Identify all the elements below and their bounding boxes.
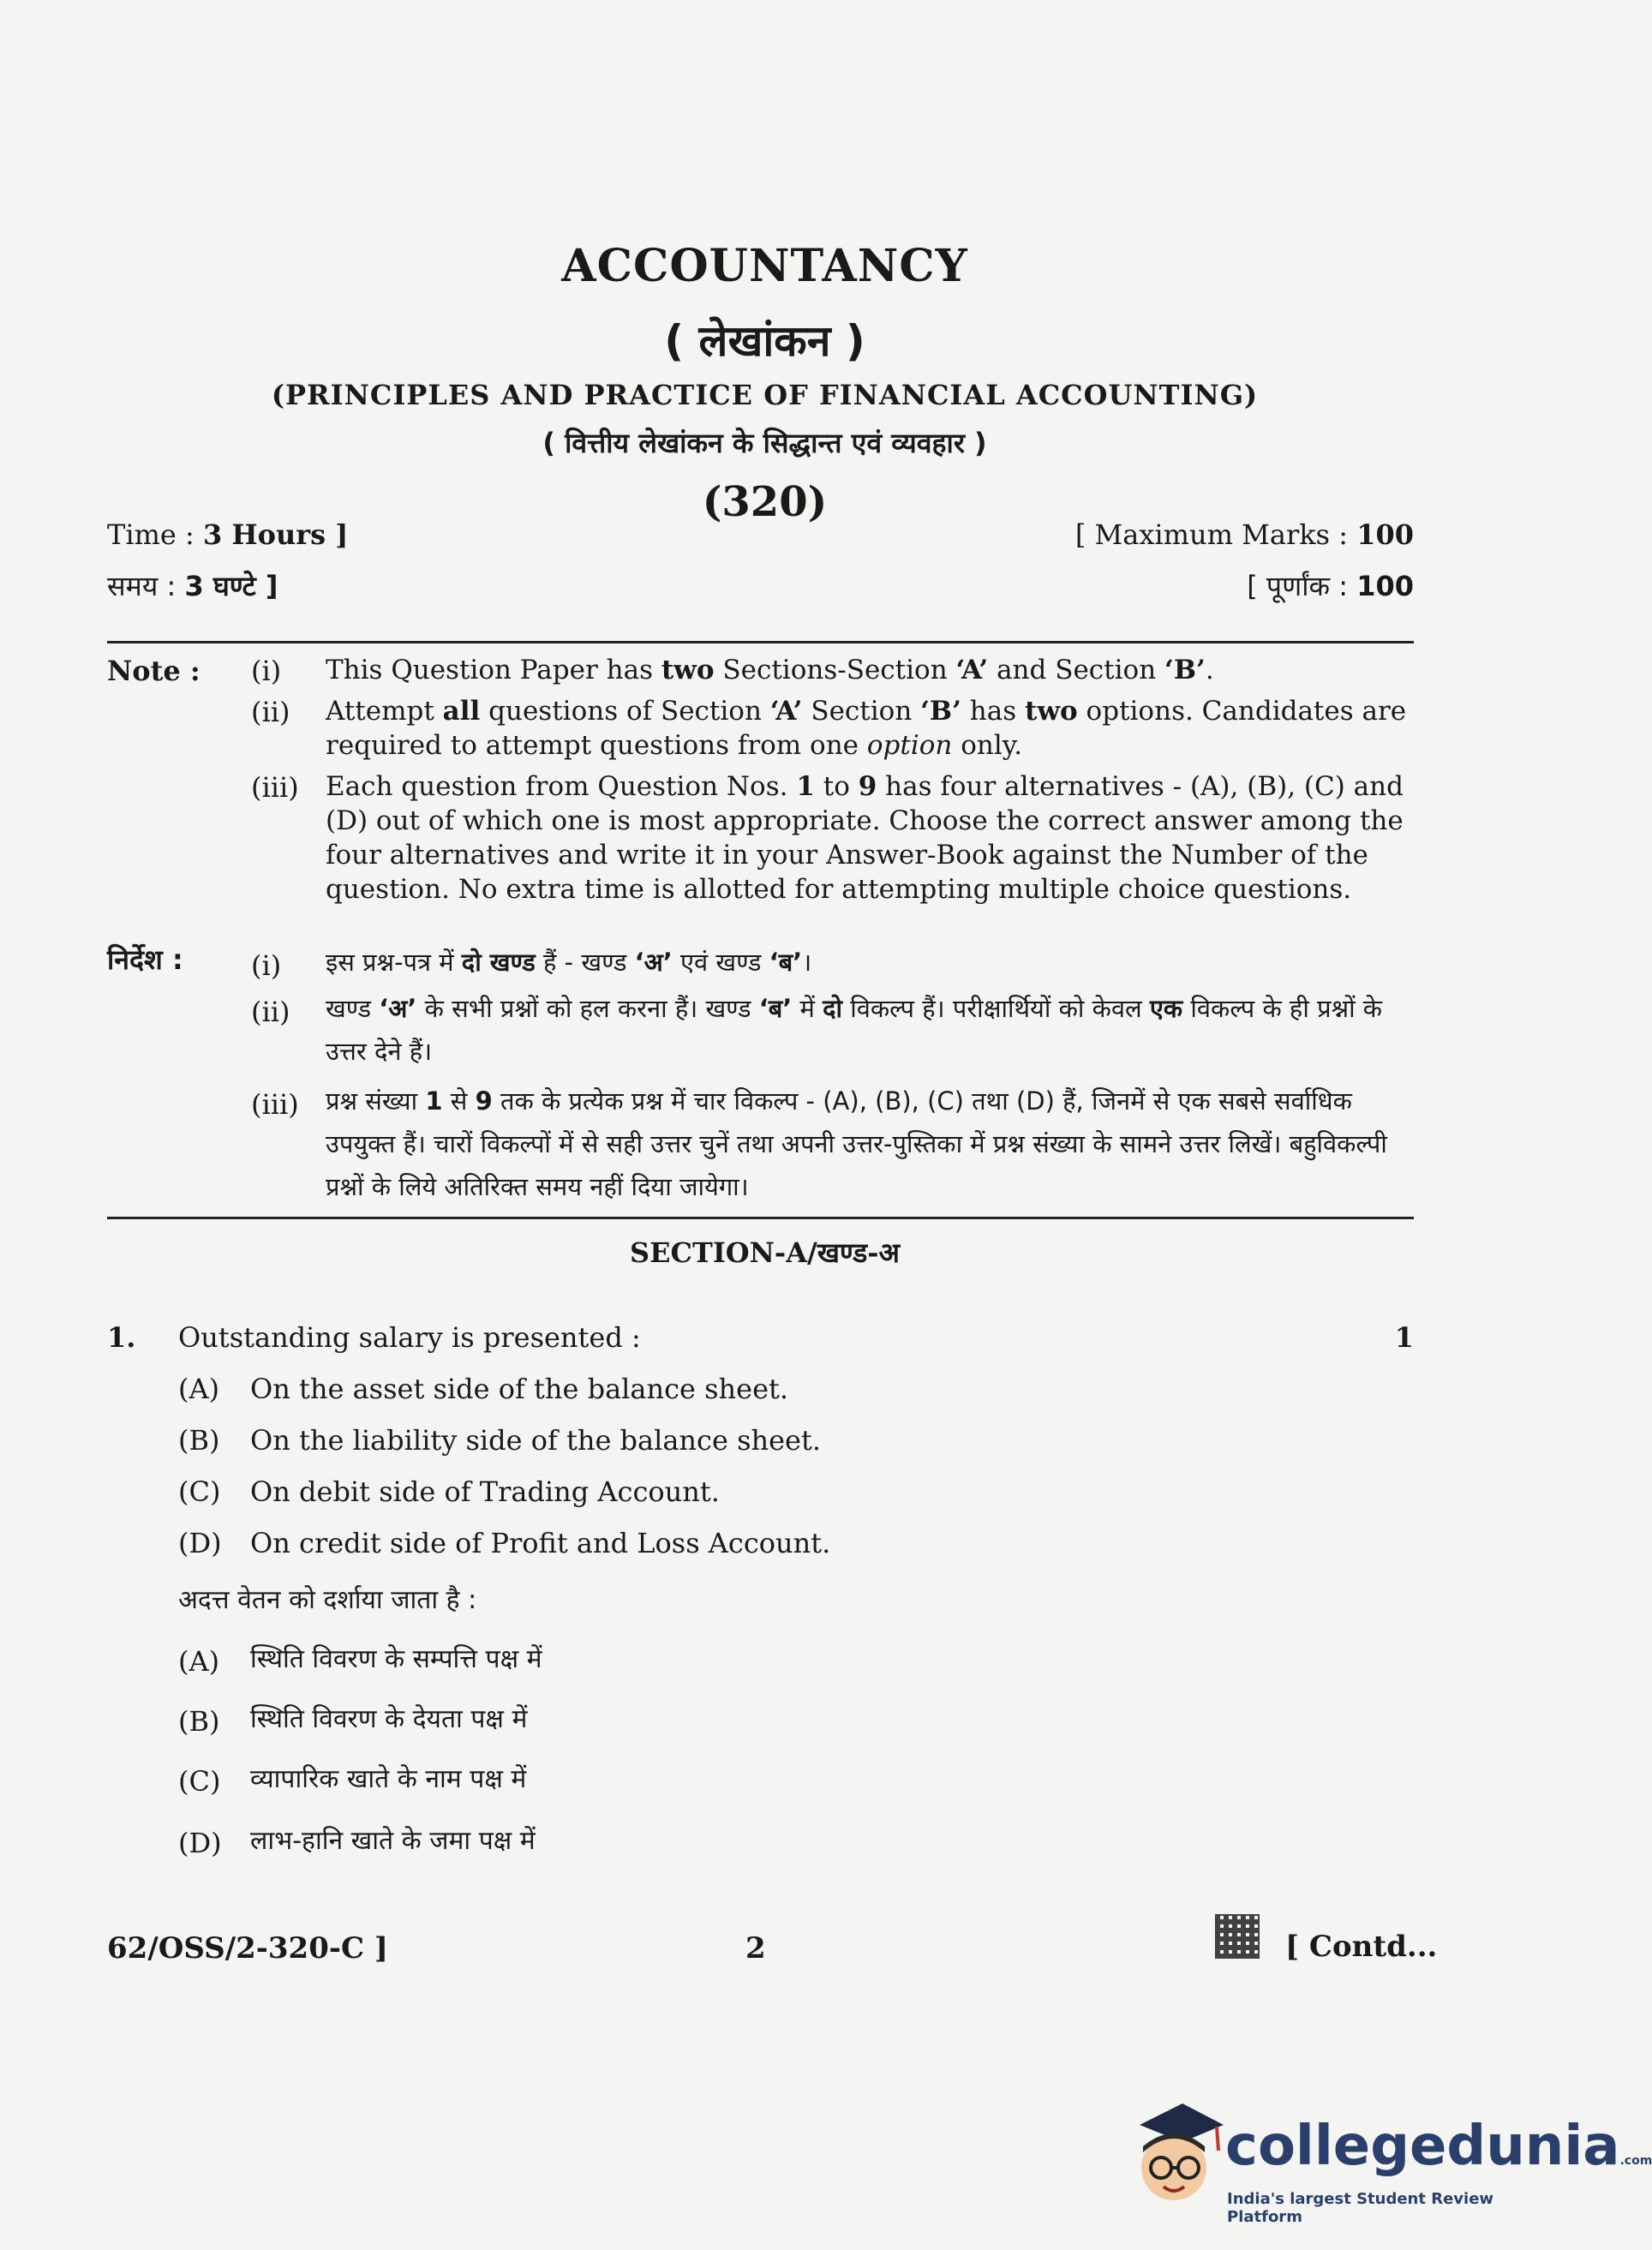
time-label: Time :	[107, 518, 195, 551]
marks-info-hindi	[1247, 567, 1414, 604]
marks-value-hindi: 100	[1356, 570, 1414, 602]
hindi-note-item-num: (ii)	[251, 996, 290, 1028]
paper-subtitle: (PRINCIPLES AND PRACTICE OF FINANCIAL ACCOUNTING)	[271, 379, 1259, 411]
option-label: (D)	[178, 1527, 222, 1559]
option-label: (B)	[178, 1424, 220, 1457]
hindi-note-label: निर्देश :	[107, 943, 183, 976]
paper-title: ACCOUNTANCY	[561, 240, 968, 292]
section-heading: SECTION-A/खण्ड-अ	[630, 1236, 900, 1269]
brand-name: collegedunia	[1225, 2115, 1620, 2178]
hindi-option-label: (A)	[178, 1645, 220, 1678]
note-item-text: Each question from Question Nos. 1 to 9 has four alternatives - (A), (B), (C) and (D) out of which one is most appropriate. Choose the correct answer among the four alternatives and write it in your Answer-Book against the Number of the question. No extra time is allotted for attempting multiple choice questions.	[326, 771, 1404, 905]
option-label: (C)	[178, 1475, 221, 1508]
hindi-option-label: (D)	[178, 1827, 222, 1859]
marks-label-hindi: [ पूर्णांक :	[1247, 570, 1349, 602]
option-text: On debit side of Trading Account.	[250, 1475, 720, 1508]
note-item-num: (ii)	[251, 696, 290, 728]
marks-label: [ Maximum Marks :	[1074, 518, 1349, 551]
hindi-option-text: स्थिति विवरण के सम्पत्ति पक्ष में	[250, 1644, 542, 1674]
divider-bottom	[107, 1217, 1414, 1219]
note-item-num: (iii)	[251, 771, 299, 804]
hindi-option-label: (B)	[178, 1705, 220, 1738]
hindi-option-label: (C)	[178, 1765, 221, 1798]
question-text-hindi: अदत्त वेतन को दर्शाया जाता है :	[178, 1585, 477, 1615]
paper-subtitle-hindi: ( वित्तीय लेखांकन के सिद्धान्त एवं व्यवहार )	[542, 427, 987, 459]
hindi-note-item-num: (iii)	[251, 1088, 299, 1121]
brand-logo-text	[1225, 2115, 1652, 2178]
option-text: On the asset side of the balance sheet.	[250, 1373, 789, 1405]
marks-info	[1075, 518, 1414, 551]
brand-suffix: .com	[1619, 2154, 1652, 2168]
time-value-hindi: 3 घण्टे ]	[184, 570, 278, 602]
marks-value: 100	[1356, 518, 1414, 551]
hindi-option-text: लाभ-हानि खाते के जमा पक्ष में	[250, 1826, 536, 1856]
hindi-note-item-text: खण्ड ‘अ’ के सभी प्रश्नों को हल करना हैं। खण्ड ‘ब’ में दो विकल्प हैं। परीक्षार्थियों को केवल एक विकल्प के ही प्रश्नों के उत्तर देने हैं।	[326, 994, 1383, 1066]
option-text: On the liability side of the balance sheet.	[250, 1424, 821, 1457]
hindi-note-item-num: (i)	[251, 949, 282, 982]
question-marks: 1	[1394, 1321, 1414, 1354]
hindi-option-text: व्यापारिक खाते के नाम पक्ष में	[250, 1764, 527, 1794]
divider-top	[107, 641, 1414, 643]
question-number: 1.	[107, 1321, 136, 1354]
note-item-num: (i)	[251, 655, 282, 687]
qr-code-icon	[1215, 1914, 1260, 1959]
note-item-text: Attempt all questions of Section ‘A’ Section ‘B’ has two options. Candidates are required to attempt questions from one option only.	[326, 696, 1407, 761]
hindi-note-item-text: प्रश्न संख्या 1 से 9 तक के प्रत्येक प्रश्न में चार विकल्प - (A), (B), (C) तथा (D) हैं, जिनमें से एक सबसे सर्वाधिक उपयुक्त हैं। चारों विकल्पों में से सही उत्तर चुनें तथा अपनी उत्तर-पुस्तिका में प्रश्न संख्या के सामने उत्तर लिखें। बहुविकल्पी प्रश्नों के लिये अतिरिक्त समय नहीं दिया जायेगा।	[326, 1086, 1387, 1201]
page-number: 2	[745, 1931, 766, 1966]
time-info	[107, 518, 348, 551]
note-label: Note :	[107, 655, 201, 687]
time-value: 3 Hours ]	[202, 518, 349, 551]
contd-label: [ Contd...	[1285, 1930, 1438, 1964]
brand-tagline: India's largest Student Review Platform	[1227, 2190, 1494, 2226]
hindi-option-text: स्थिति विवरण के देयता पक्ष में	[250, 1704, 528, 1734]
question-text: Outstanding salary is presented :	[178, 1321, 641, 1354]
hindi-note-item-text: इस प्रश्न-पत्र में दो खण्ड हैं - खण्ड ‘अ’ एवं खण्ड ‘ब’।	[326, 948, 812, 977]
note-item-text: This Question Paper has two Sections-Section ‘A’ and Section ‘B’.	[326, 655, 1214, 685]
time-info-hindi	[107, 567, 278, 604]
time-label-hindi: समय :	[107, 570, 177, 602]
mascot-icon	[1122, 2099, 1225, 2211]
paper-title-hindi: ( लेखांकन )	[664, 316, 865, 366]
option-text: On credit side of Profit and Loss Account.	[250, 1527, 831, 1559]
paper-code: 62/OSS/2-320-C ]	[107, 1931, 388, 1966]
subject-code: (320)	[702, 478, 828, 526]
option-label: (A)	[178, 1373, 220, 1405]
